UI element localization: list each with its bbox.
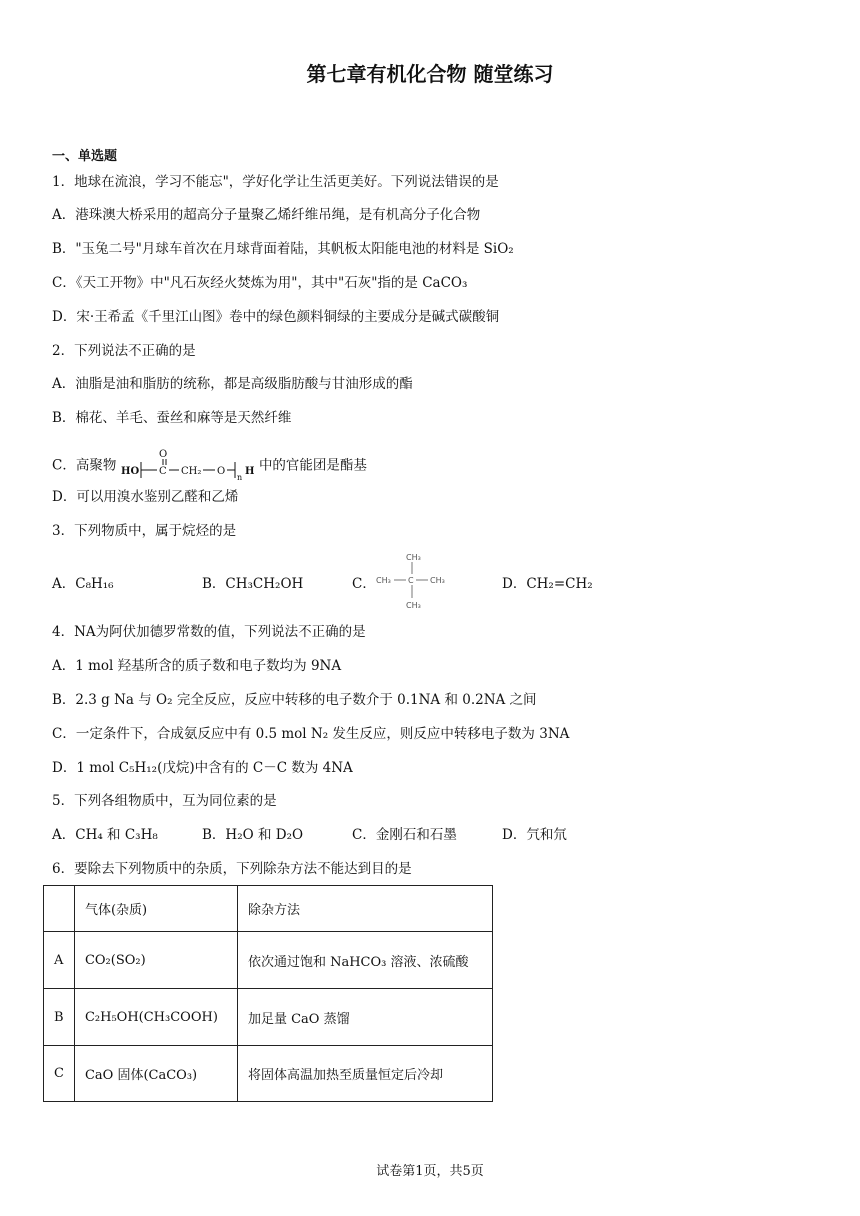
q6-row-b-gas: C₂H₅OH(CH₃COOH) (74, 989, 237, 1046)
page-footer: 试卷第1页，共5页 (376, 1164, 484, 1179)
q6-row-b-label: B (44, 989, 75, 1046)
q5-option-d: D．氕和氘 (502, 827, 567, 843)
svg-text:HO: HO (120, 466, 139, 477)
svg-text:H: H (244, 466, 255, 477)
svg-text:O: O (216, 466, 225, 477)
neopentane-structure-image (376, 550, 456, 612)
q3-option-a: A．C₈H₁₆ (52, 576, 114, 592)
q6-row-a-gas: CO₂(SO₂) (74, 932, 237, 989)
q6-table-row (44, 1046, 493, 1102)
q3-stem: 3．下列物质中，属于烷烃的是 (52, 523, 237, 539)
q4-option-d: D．1 mol C₅H₁₂(戊烷)中含有的 C－C 数为 4NA (52, 760, 353, 776)
q4-option-a: A．1 mol 羟基所含的质子数和电子数均为 9NA (52, 658, 342, 674)
q6-header-cell-0 (44, 886, 75, 932)
q4-stem: 4．NA为阿伏加德罗常数的值，下列说法不正确的是 (52, 624, 366, 640)
q6-table-row (44, 989, 493, 1046)
q2-option-a: A．油脂是油和脂肪的统称，都是高级脂肪酸与甘油形成的酯 (52, 376, 413, 392)
q3-option-b: B．CH₃CH₂OH (202, 576, 304, 592)
q1-stem: 1．地球在流浪，学习不能忘"，学好化学让生活更美好。下列说法错误的是 (52, 174, 499, 190)
q6-row-c-method: 将固体高温加热至质量恒定后冷却 (237, 1046, 492, 1102)
q2-option-b: B．棉花、羊毛、蚕丝和麻等是天然纤维 (52, 410, 292, 426)
q5-option-a: A．CH₄ 和 C₃H₈ (52, 827, 158, 843)
q1-option-b: B．"玉兔二号"月球车首次在月球背面着陆，其帆板太阳能电池的材料是 SiO₂ (52, 241, 514, 257)
q2-option-c (52, 448, 367, 484)
page-title: 第七章有机化合物 随堂练习 (306, 62, 554, 86)
svg-text:CH₃: CH₃ (376, 576, 391, 585)
svg-text:C: C (158, 466, 167, 477)
q2-option-c-suffix: 中的官能团是酯基 (258, 457, 367, 474)
svg-text:CH₃: CH₃ (406, 601, 421, 610)
svg-text:CH₃: CH₃ (430, 576, 445, 585)
q1-option-c: C．《天工开物》中"凡石灰经火焚炼为用"，其中"石灰"指的是 CaCO₃ (52, 275, 468, 291)
q4-option-b: B．2.3 g Na 与 O₂ 完全反应，反应中转移的电子数介于 0.1NA 和 0.2NA 之间 (52, 692, 537, 708)
q6-row-c-label: C (44, 1046, 75, 1102)
q6-row-c-gas: CaO 固体(CaCO₃) (74, 1046, 237, 1102)
q6-row-b-method: 加足量 CaO 蒸馏 (237, 989, 492, 1046)
q6-row-a-method: 依次通过饱和 NaHCO₃ 溶液、浓硫酸 (237, 932, 492, 989)
q5-option-b: B．H₂O 和 D₂O (202, 827, 304, 843)
section-heading: 一、单选题 (52, 149, 118, 164)
q3-option-d: D．CH₂=CH₂ (502, 576, 593, 592)
q1-option-a: A．港珠澳大桥采用的超高分子量聚乙烯纤维吊绳，是有机高分子化合物 (52, 207, 481, 223)
q2-option-d: D．可以用溴水鉴别乙醛和乙烯 (52, 489, 239, 505)
svg-text:CH₂: CH₂ (180, 466, 202, 477)
q2-stem: 2．下列说法不正确的是 (52, 343, 196, 359)
q1-option-d: D．宋·王希孟《千里江山图》卷中的绿色颜料铜绿的主要成分是碱式碳酸铜 (52, 309, 500, 325)
q5-option-c: C．金刚石和石墨 (352, 827, 457, 843)
q5-stem: 5．下列各组物质中，互为同位素的是 (52, 793, 277, 809)
q6-header-cell-2: 除杂方法 (237, 886, 492, 932)
q6-header-cell-1: 气体(杂质) (74, 886, 237, 932)
q3-option-c: C． (352, 576, 376, 592)
svg-text:O: O (158, 449, 167, 460)
q6-table (43, 885, 493, 1102)
polymer-structure-image (121, 448, 255, 484)
q6-table-row (44, 932, 493, 989)
svg-text:n: n (236, 473, 242, 482)
q6-stem: 6．要除去下列物质中的杂质，下列除杂方法不能达到目的是 (52, 861, 412, 877)
q2-option-c-prefix: C．高聚物 (52, 457, 117, 474)
q6-table-header-row (44, 886, 493, 932)
svg-text:C: C (408, 576, 414, 585)
q4-option-c: C．一定条件下，合成氨反应中有 0.5 mol N₂ 发生反应，则反应中转移电子数为 3NA (52, 726, 570, 742)
svg-text:CH₃: CH₃ (406, 553, 421, 562)
q6-row-a-label: A (44, 932, 75, 989)
